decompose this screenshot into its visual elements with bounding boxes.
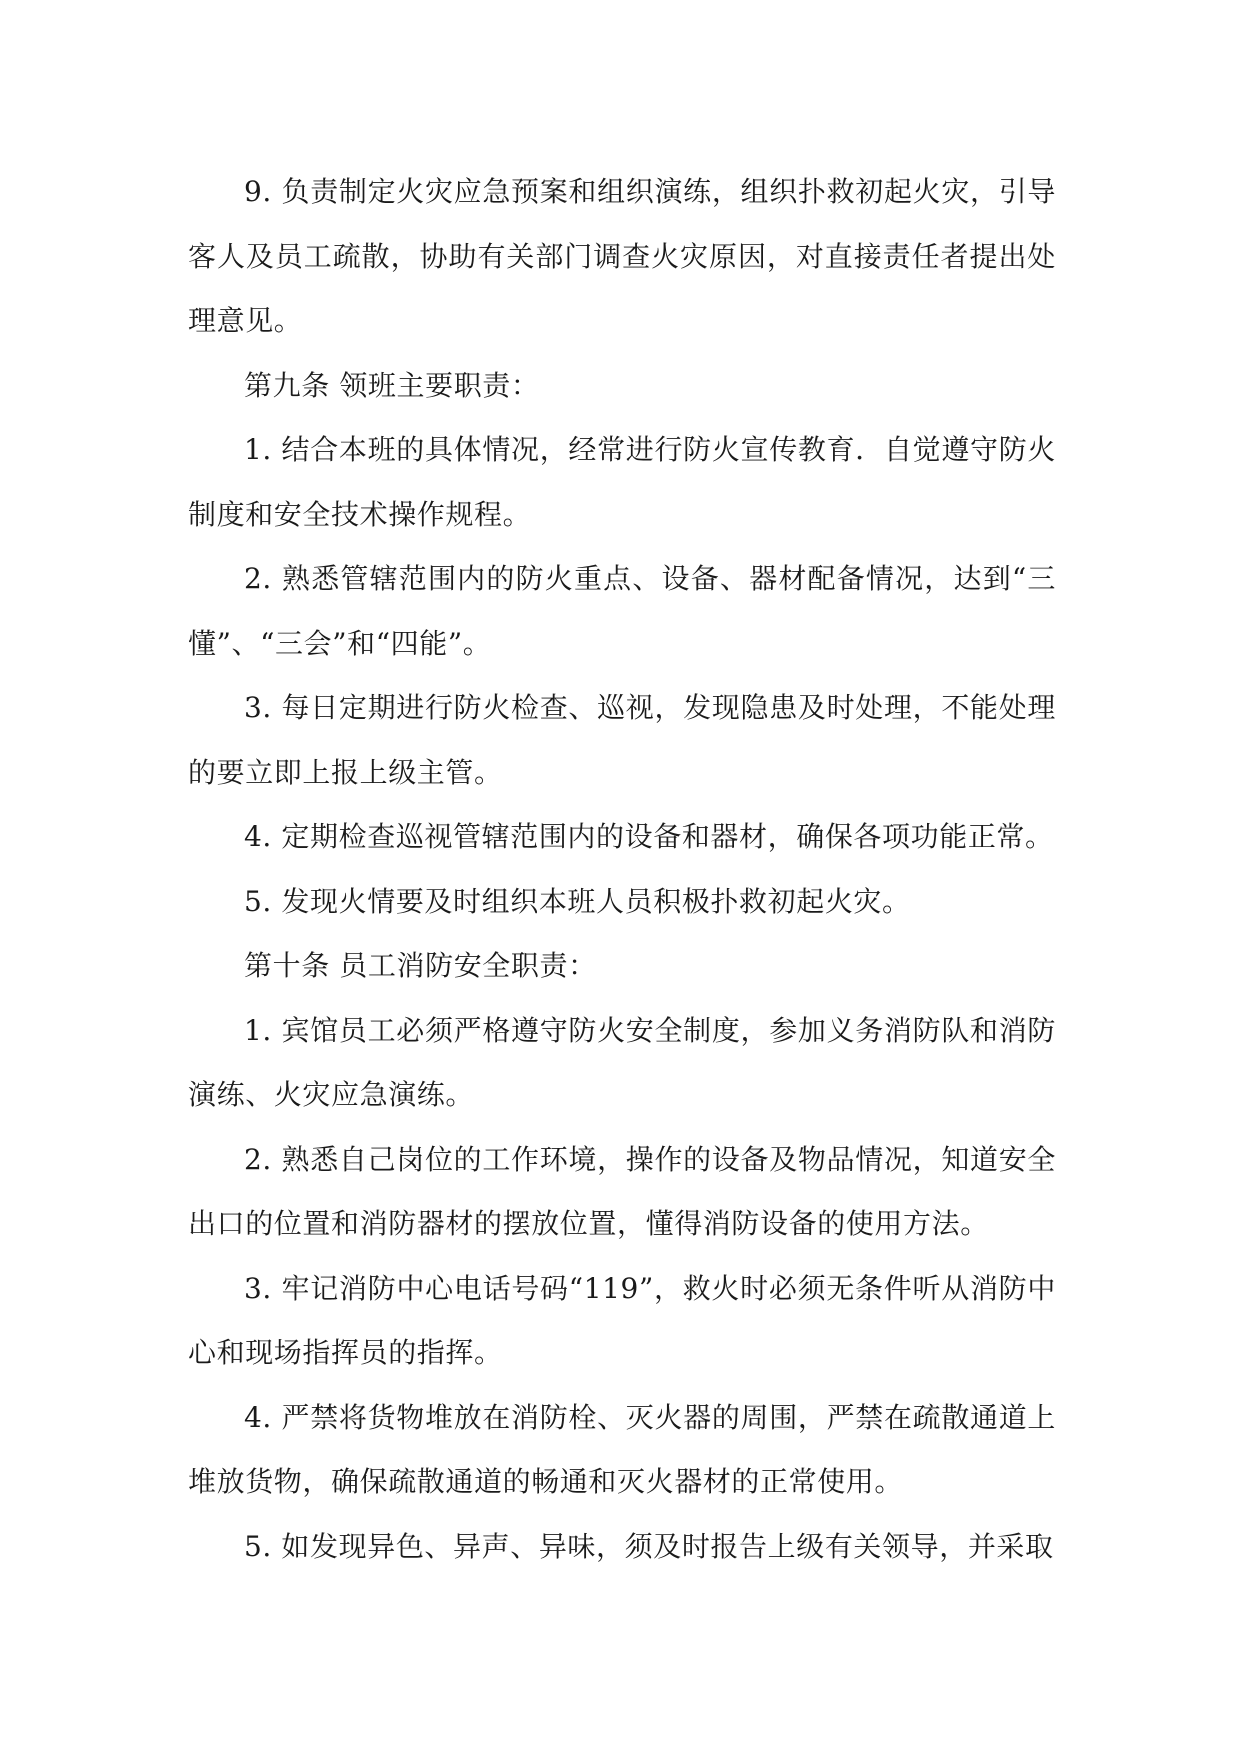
paragraph-staff-duty-3: 3. 牢记消防中心电话号码“119”，救火时必须无条件听从消防中心和现场指挥员的指挥。 bbox=[188, 1271, 1056, 1369]
paragraph-supervisor-duty-4: 4. 定期检查巡视管辖范围内的设备和器材，确保各项功能正常。 bbox=[244, 820, 1054, 853]
paragraph-supervisor-duty-3: 3. 每日定期进行防火检查、巡视，发现隐患及时处理，不能处理的要立即上报上级主管。 bbox=[188, 691, 1056, 789]
paragraph-supervisor-duty-1: 1. 结合本班的具体情况，经常进行防火宣传教育．自觉遵守防火制度和安全技术操作规程。 bbox=[188, 433, 1056, 531]
article-10-heading: 第十条 员工消防安全职责： bbox=[244, 949, 597, 982]
document-body bbox=[188, 160, 1056, 1579]
article-9-heading: 第九条 领班主要职责： bbox=[244, 368, 540, 402]
paragraph-supervisor-duty-5: 5. 发现火情要及时组织本班人员积极扑救初起火灾。 bbox=[244, 884, 911, 918]
paragraph-staff-duty-2: 2. 熟悉自己岗位的工作环境，操作的设备及物品情况，知道安全出口的位置和消防器材的摆放位置，懂得消防设备的使用方法。 bbox=[188, 1142, 1056, 1240]
paragraph-supervisor-duty-2: 2. 熟悉管辖范围内的防火重点、设备、器材配备情况，达到“三懂”、“三会”和“四能”。 bbox=[188, 562, 1056, 660]
paragraph-staff-duty-1: 1. 宾馆员工必须严格遵守防火安全制度，参加义务消防队和消防演练、火灾应急演练。 bbox=[188, 1013, 1056, 1111]
paragraph-staff-duty-4: 4. 严禁将货物堆放在消防栓、灭火器的周围，严禁在疏散通道上堆放货物，确保疏散通道的畅通和灭火器材的正常使用。 bbox=[188, 1400, 1056, 1498]
paragraph-staff-duty-5: 5. 如发现异色、异声、异味，须及时报告上级有关领导，并采取 bbox=[244, 1529, 1054, 1563]
paragraph-item-9-fire-plan: 9. 负责制定火灾应急预案和组织演练，组织扑救初起火灾，引导客人及员工疏散，协助有关部门调查火灾原因，对直接责任者提出处理意见。 bbox=[188, 175, 1056, 337]
